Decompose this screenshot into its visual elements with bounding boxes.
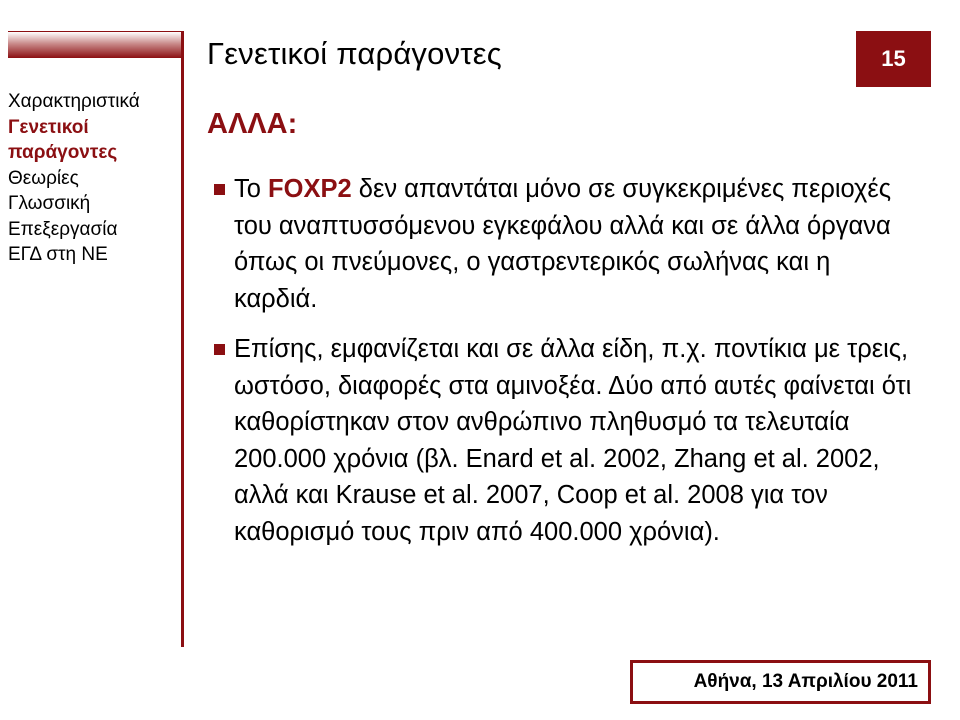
header-accent-tab <box>8 31 184 58</box>
slide-content <box>214 171 914 564</box>
bullet-item-foxp2 <box>214 171 914 317</box>
sidebar-item-genetic-factors-line2[interactable]: παράγοντες <box>8 142 118 163</box>
footer-date-box <box>630 660 931 704</box>
square-bullet-icon <box>214 184 225 195</box>
sidebar-item-linguistic[interactable]: Γλωσσική <box>8 193 91 214</box>
sidebar-divider <box>181 31 184 647</box>
bullet-item-other-species <box>214 331 914 550</box>
sidebar-item-genetic-factors-line1[interactable]: Γενετικοί <box>8 116 89 138</box>
footer-date: Αθήνα, 13 Απριλίου 2011 <box>693 671 918 692</box>
sidebar-item-theories[interactable]: Θεωρίες <box>8 167 79 189</box>
sidebar-item-characteristics[interactable]: Χαρακτηριστικά <box>8 91 140 112</box>
highlight-term: FOXP2 <box>268 175 352 203</box>
sidebar-nav <box>8 89 180 268</box>
bullet-prefix: Το <box>234 175 269 203</box>
square-bullet-icon <box>214 344 225 355</box>
page-title: Γενετικοί παράγοντες <box>207 36 502 71</box>
section-subheading: ΑΛΛΑ: <box>207 108 298 140</box>
bullet-text: δεν απαντάται μόνο σε συγκεκριμένες περιοχές του αναπτυσσόμενου εγκεφάλου αλλά και σε άλλα όργανα όπως οι πνεύμονες, ο γαστρεντερικός σωλήνας και η καρδιά. <box>234 175 892 313</box>
sidebar-item-sli-greek[interactable]: ΕΓΔ στη ΝΕ <box>8 244 108 265</box>
sidebar-item-processing[interactable]: Επεξεργασία <box>8 218 118 240</box>
page-number-badge: 15 <box>856 31 931 87</box>
bullet-text: Επίσης, εμφανίζεται και σε άλλα είδη, π.χ. ποντίκια με τρεις, ωστόσο, διαφορές στα αμινοξέα. Δύο από αυτές φαίνεται ότι καθορίστηκαν στον ανθρώπινο πληθυσμό τα τελευταία 200.000 χρόνια (βλ. Enard et al. 2002, Zhang et al. 2002, αλλά και Krause et al. 2007, Coop et al. 2008 για τον καθορισμό τους πριν από 400.000 χρόνια). <box>234 335 912 546</box>
